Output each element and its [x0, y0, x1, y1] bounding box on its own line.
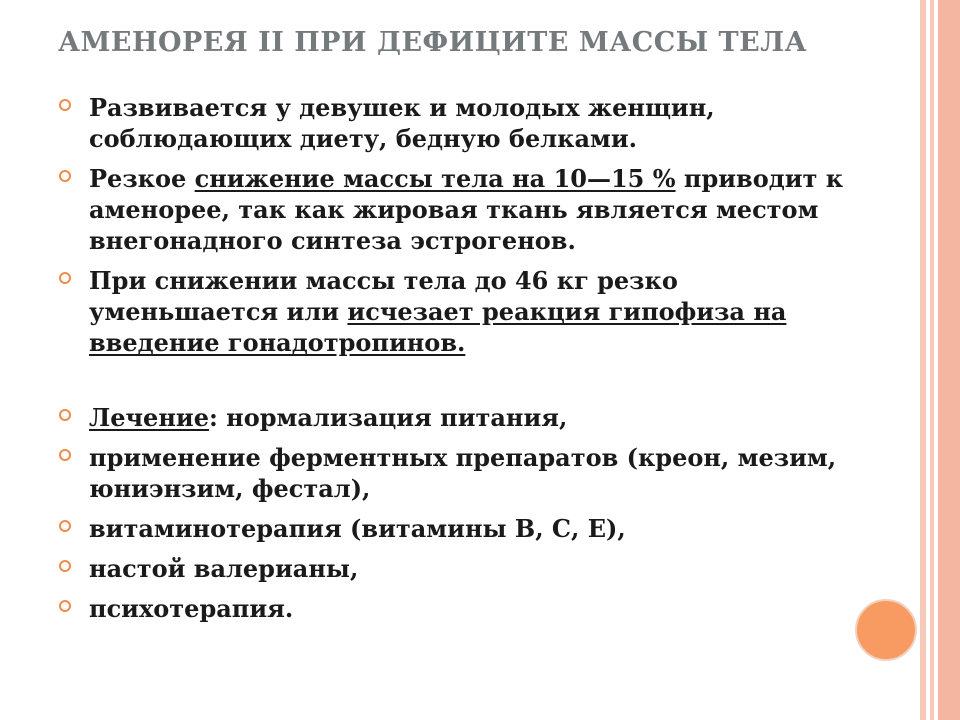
- hollow-circle-icon: [59, 170, 71, 182]
- bullet-item: [58, 163, 866, 256]
- bullet-text: применение ферментных препаратов (креон, мезим, юниэнзим, фестал),: [89, 443, 837, 503]
- bullet-text-underlined: исчезает реакция гипофиза на введение гонадотропинов.: [89, 297, 787, 357]
- bullet-item-treatment: [58, 402, 866, 433]
- stripe-wide-right: [938, 0, 960, 720]
- bullet-text-underlined: снижение массы тела на 10—15 %: [194, 164, 676, 193]
- bullet-item: [58, 553, 866, 584]
- bullet-text: Развивается у девушек и молодых женщин, соблюдающих диету, бедную белками.: [89, 93, 715, 153]
- hollow-circle-icon: [59, 560, 71, 572]
- bullet-item: [58, 265, 866, 358]
- bullet-text-end: приводит к аменорее, так как жировая ткань является местом внегонадного синтеза эстрогенов.: [89, 164, 844, 255]
- decorative-orange-circle: [855, 599, 917, 661]
- stripe-thin-left: [920, 0, 926, 720]
- bullet-text-start: Резкое: [89, 164, 195, 193]
- bullet-item: [58, 442, 866, 504]
- bullet-text-start: При снижении массы тела до 46 кг резко уменьшается или: [89, 266, 678, 326]
- bullet-text: витаминотерапия (витамины В, С, Е),: [89, 514, 626, 543]
- hollow-circle-icon: [59, 449, 71, 461]
- hollow-circle-icon: [59, 520, 71, 532]
- stripe-thin-middle: [930, 0, 934, 720]
- bullet-text-underlined: Лечение: [89, 403, 209, 432]
- bullet-item: [58, 513, 866, 544]
- bullet-item: [58, 92, 866, 154]
- decorative-stripes: [920, 0, 960, 720]
- hollow-circle-icon: [59, 600, 71, 612]
- hollow-circle-icon: [59, 409, 71, 421]
- slide-title: АМЕНОРЕЯ II ПРИ ДЕФИЦИТЕ МАССЫ ТЕЛА: [58, 27, 808, 58]
- bullet-text: настой валерианы,: [89, 554, 359, 583]
- bullet-list: [58, 92, 866, 633]
- bullet-text-end: : нормализация питания,: [208, 403, 568, 432]
- bullet-item: [58, 593, 866, 624]
- hollow-circle-icon: [59, 272, 71, 284]
- bullet-text: психотерапия.: [89, 594, 294, 623]
- hollow-circle-icon: [59, 99, 71, 111]
